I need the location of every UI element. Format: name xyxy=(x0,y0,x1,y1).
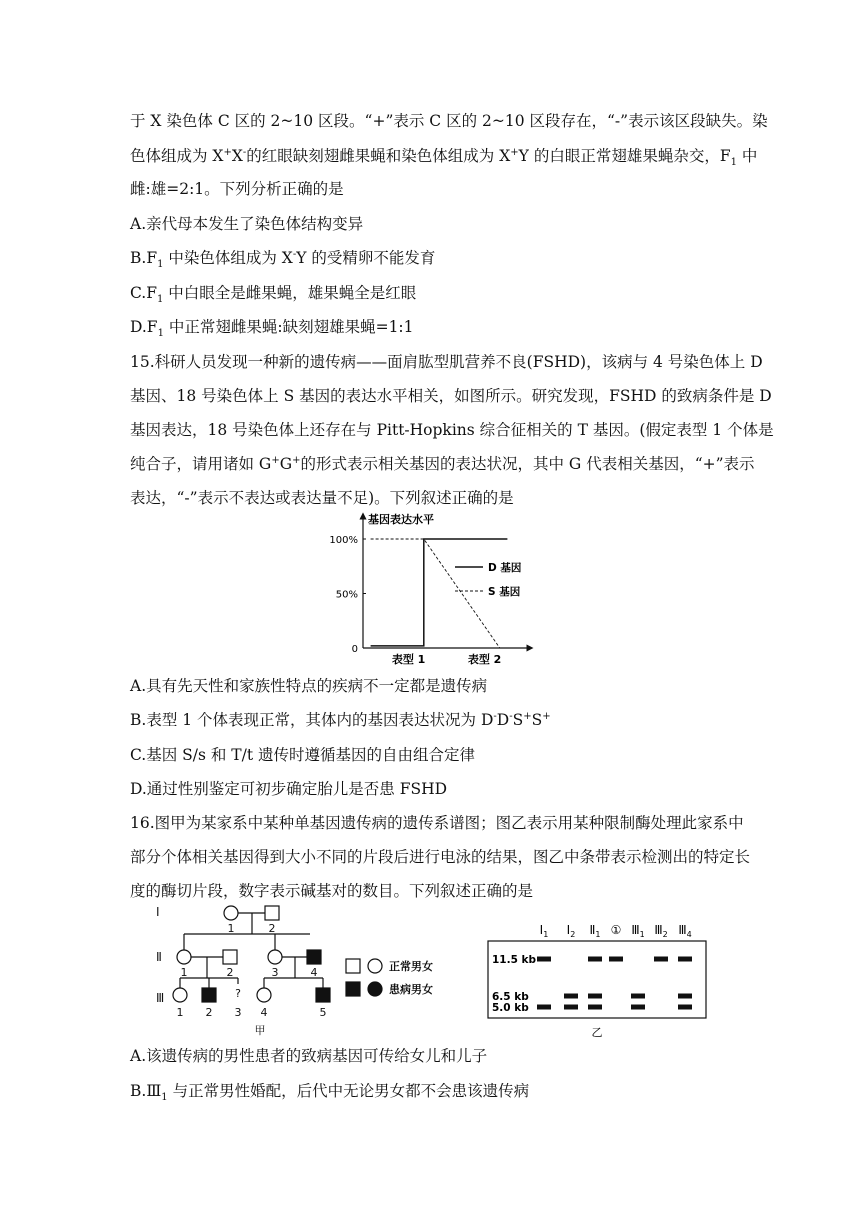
gel-band xyxy=(588,994,602,999)
individual-ii1-female xyxy=(177,950,191,964)
q16-option-b: $B.Ⅲ_1$ 与正常男性婚配，后代中无论男女都不会患该遗传病 xyxy=(130,1082,530,1104)
generation-label-i: Ⅰ xyxy=(156,905,160,919)
gel-band xyxy=(678,1005,692,1010)
y-axis-label: 基因表达水平 xyxy=(368,513,434,526)
q14-option-d: $D.F_1$ 中正常翅雌果蝇:缺刻翅雄果蝇=1:1 xyxy=(130,318,414,340)
q14-option-b: $B.F_1$ 中染色体组成为 X-Y 的受精卵不能发育 xyxy=(130,248,436,271)
label-i2: 2 xyxy=(268,922,276,935)
y-tick-label: 100% xyxy=(329,535,358,546)
fragment-size-label: 11.5 kb xyxy=(492,954,537,966)
q16-option-a: A.该遗传病的男性患者的致病基因可传给女儿和儿子 xyxy=(130,1047,488,1065)
gel-band xyxy=(588,957,602,962)
label-i1: 1 xyxy=(227,922,235,935)
gel-band xyxy=(564,994,578,999)
q16-stem-line-3: 度的酶切片段，数字表示碱基对的数目。下列叙述正确的是 xyxy=(130,882,534,900)
q16-stem-line-1: 16.图甲为某家系中某种单基因遗传病的遗传系谱图；图乙表示用某种限制酶处理此家系中 xyxy=(130,814,744,832)
pedigree-caption: 甲 xyxy=(254,1024,266,1037)
expression-chart xyxy=(325,508,545,668)
q14-stem-line-2: 色体组成为 X+X-的红眼缺刻翅雌果蝇和染色体组成为 X+Y 的白眼正常翅雄果蝇杂交，$F_1$ 中 xyxy=(130,146,758,169)
gel-lane-label: $Ⅲ_4$ xyxy=(678,923,692,939)
gel-band xyxy=(631,994,645,999)
generation-label-ii: Ⅱ xyxy=(156,950,162,964)
gel-band xyxy=(588,1005,602,1010)
individual-i2-male xyxy=(265,906,279,920)
q14-stem-line-3: 雌:雄=2:1。下列分析正确的是 xyxy=(130,180,344,198)
q15-option-b: B.表型 1 个体表现正常，其体内的基因表达状况为 D-D-S+S+ xyxy=(130,710,551,729)
individual-ii4-male-affected xyxy=(307,950,321,964)
individual-iii2-male-affected xyxy=(202,988,216,1002)
label-ii2: 2 xyxy=(226,966,234,979)
q15-stem-line-1: 15.科研人员发现一种新的遗传病——面肩肱型肌营养不良(FSHD)，该病与 4 号染色体上 D xyxy=(130,353,763,371)
individual-iii4-female xyxy=(257,988,271,1002)
gel-band xyxy=(678,957,692,962)
gel-band xyxy=(564,1005,578,1010)
q16-stem-line-2: 部分个体相关基因得到大小不同的片段后进行电泳的结果，图乙中条带表示检测出的特定长 xyxy=(130,848,751,866)
gel-band xyxy=(609,957,623,962)
legend-normal-female-symbol xyxy=(368,959,382,973)
unknown-mark: ? xyxy=(235,987,241,1000)
label-ii3: 3 xyxy=(271,966,279,979)
q15-option-a: A.具有先天性和家族性特点的疾病不一定都是遗传病 xyxy=(130,677,488,695)
gel-lane-label: $Ⅰ_2$ xyxy=(566,923,576,939)
gel-lane-label: $Ⅲ_1$ xyxy=(631,923,645,939)
individual-ii3-female xyxy=(268,950,282,964)
gel-lane-label: $Ⅲ_2$ xyxy=(654,923,668,939)
label-iii1: 1 xyxy=(176,1006,184,1019)
x-category-label: 表型 2 xyxy=(467,653,502,666)
q15-option-d: D.通过性别鉴定可初步确定胎儿是否患 FSHD xyxy=(130,780,448,798)
legend-label: S 基因 xyxy=(488,586,521,598)
label-ii1: 1 xyxy=(180,966,188,979)
q14-option-c: $C.F_1$ 中白眼全是雌果蝇，雄果蝇全是红眼 xyxy=(130,284,417,306)
fragment-size-label: 6.5 kb xyxy=(492,991,529,1003)
y-tick-label: 50% xyxy=(335,589,358,601)
label-iii3: 3 xyxy=(234,1006,242,1019)
q15-stem-line-2: 基因、18 号染色体上 S 基因的表达水平相关，如图所示。研究发现，FSHD 的致病条件是 D xyxy=(130,387,772,405)
x-category-label: 表型 1 xyxy=(391,653,426,666)
legend-label: D 基因 xyxy=(488,562,522,574)
label-iii2: 2 xyxy=(205,1006,213,1019)
gel-band xyxy=(631,1005,645,1010)
generation-label-iii: Ⅲ xyxy=(156,991,165,1005)
q15-stem-line-3: 基因表达，18 号染色体上还存在与 Pitt-Hopkins 综合征相关的 T 基因。(假定表型 1 个体是 xyxy=(130,421,774,439)
legend-affected-female-symbol xyxy=(368,982,382,996)
legend-affected-male-symbol xyxy=(346,982,360,996)
s-gene-line xyxy=(371,539,500,648)
gel-band xyxy=(678,994,692,999)
gel-lane-label: ① xyxy=(610,923,622,937)
label-iii5: 5 xyxy=(319,1006,327,1019)
electrophoresis-gel xyxy=(480,916,720,1041)
gel-lane-label: $Ⅰ_1$ xyxy=(539,923,549,939)
q15-stem-line-4: 纯合子，请用诸如 G+G+的形式表示相关基因的表达状况，其中 G 代表相关基因，“+”表示 xyxy=(130,454,755,473)
gel-caption: 乙 xyxy=(591,1026,603,1039)
legend-affected-label: 患病男女 xyxy=(389,983,433,996)
q15-option-c: C.基因 S/s 和 T/t 遗传时遵循基因的自由组合定律 xyxy=(130,746,476,764)
gel-band xyxy=(654,957,668,962)
fragment-size-label: 5.0 kb xyxy=(492,1002,529,1014)
q14-stem-line-1: 于 X 染色体 C 区的 2~10 区段。“+”表示 C 区的 2~10 区段存在，“-”表示该区段缺失。染 xyxy=(130,112,768,130)
pedigree-diagram xyxy=(150,902,470,1042)
individual-iii1-female xyxy=(173,988,187,1002)
legend-normal-label: 正常男女 xyxy=(389,960,433,973)
legend-normal-male-symbol xyxy=(346,959,360,973)
q15-stem-line-5: 表达，“-”表示不表达或表达量不足)。下列叙述正确的是 xyxy=(130,489,514,507)
gel-band xyxy=(537,957,551,962)
label-ii4: 4 xyxy=(310,966,318,979)
gel-lane-label: $Ⅱ_1$ xyxy=(589,923,601,939)
q14-option-a: A.亲代母本发生了染色体结构变异 xyxy=(130,215,364,233)
d-gene-line xyxy=(371,539,508,646)
individual-i1-female xyxy=(224,906,238,920)
y-tick-label: 0 xyxy=(351,644,358,655)
individual-ii2-male xyxy=(223,950,237,964)
label-iii4: 4 xyxy=(260,1006,268,1019)
gel-band xyxy=(537,1005,551,1010)
individual-iii5-male-affected xyxy=(316,988,330,1002)
